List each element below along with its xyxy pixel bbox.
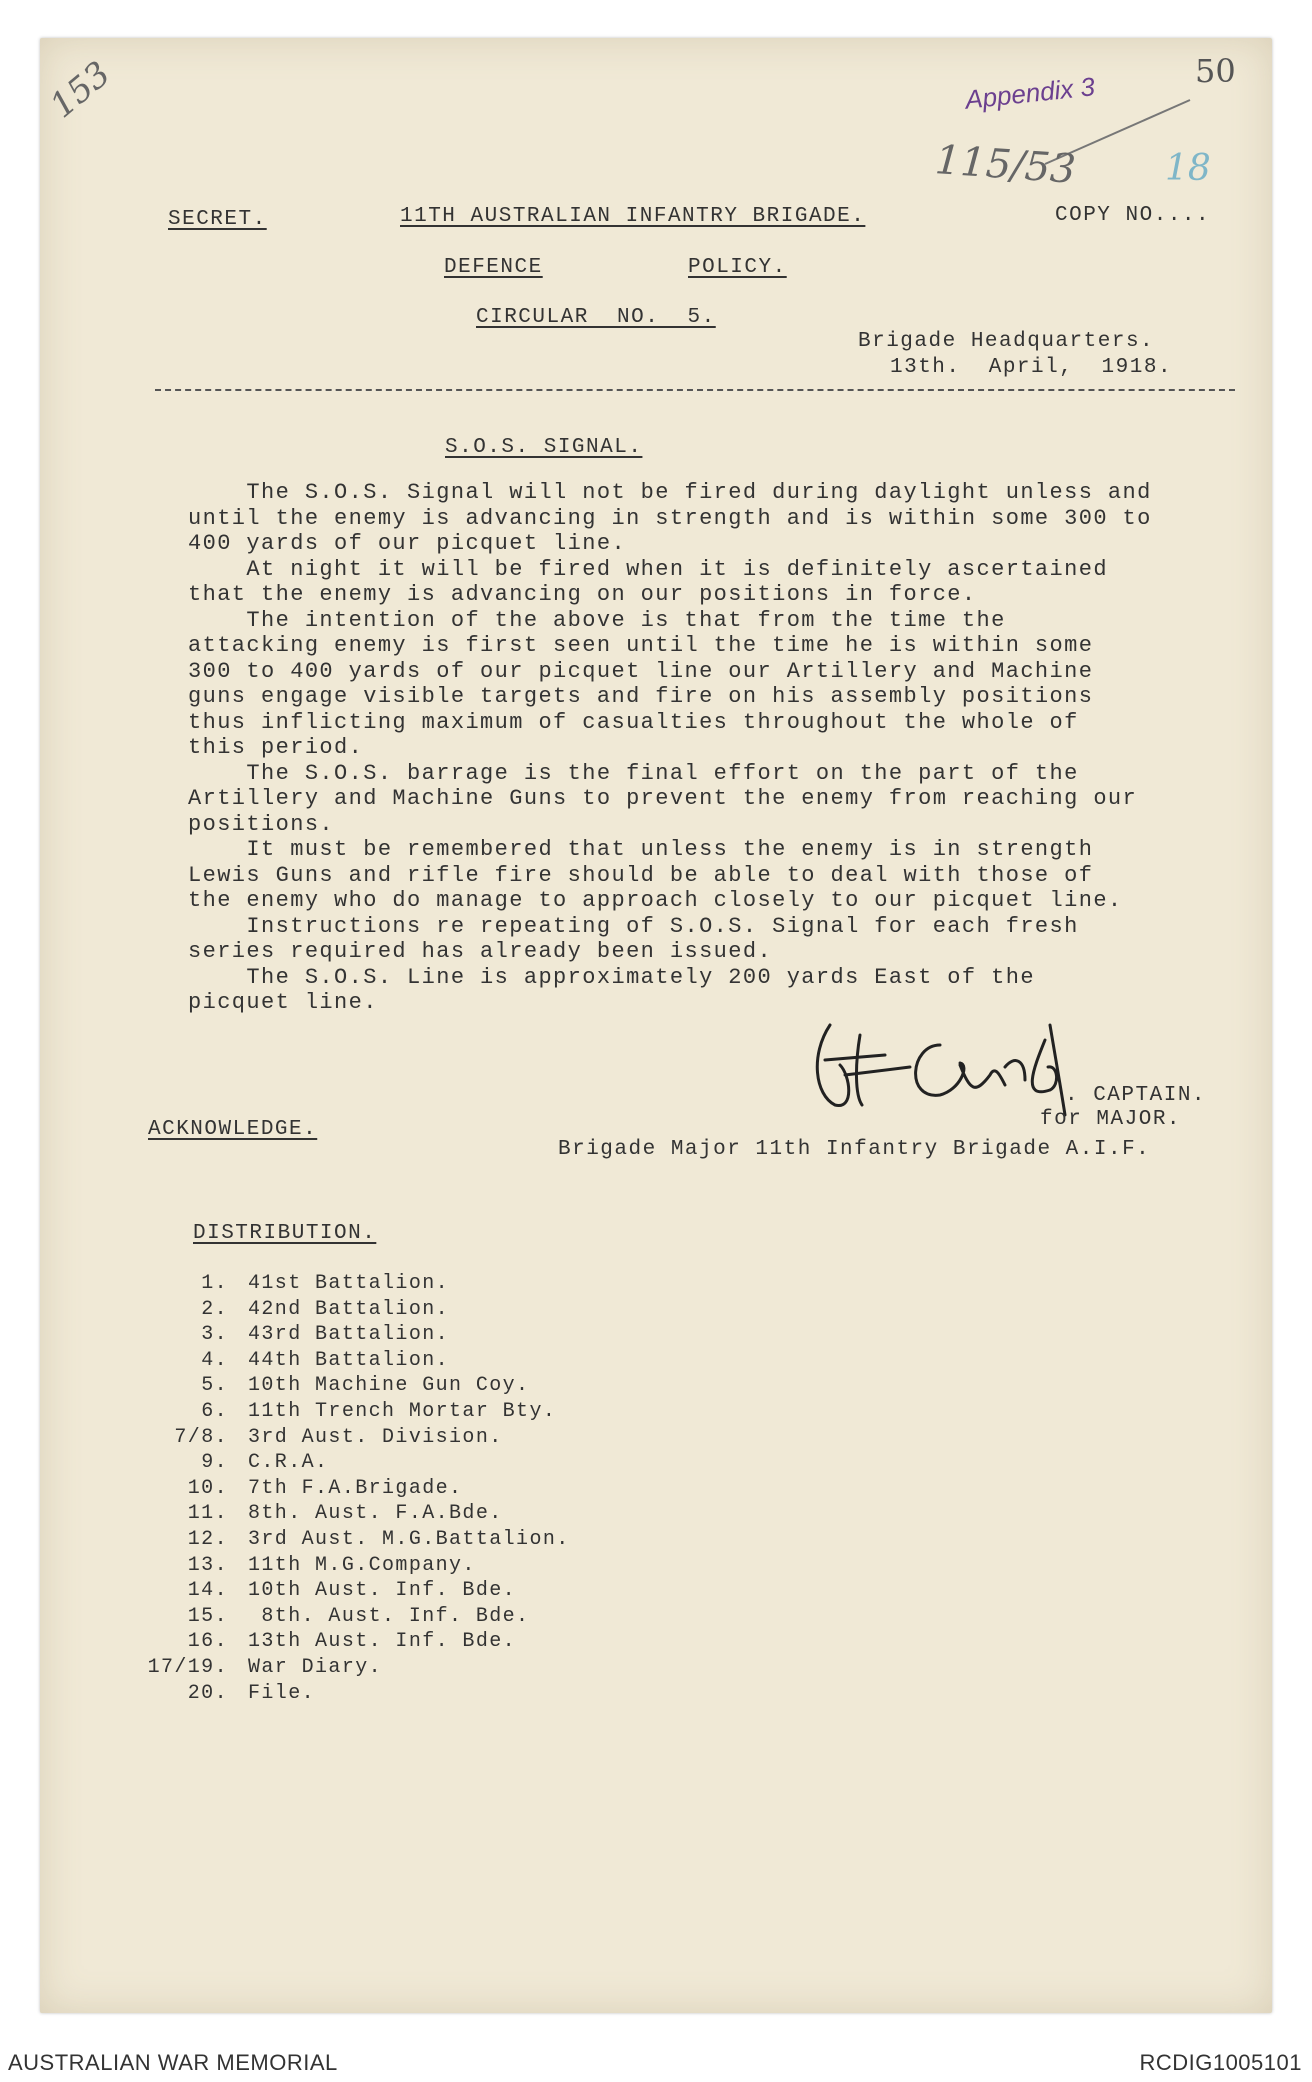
- list-item: [140, 1374, 570, 1400]
- list-item-number: 16.: [187, 1630, 228, 1654]
- footer-id: RCDIG1005101: [1139, 2050, 1302, 2075]
- body-line: thus inflicting maximum of casualties throughout the whole of: [188, 709, 1079, 735]
- footer-source: AUSTRALIAN WAR MEMORIAL: [8, 2050, 338, 2075]
- divider-line: [155, 389, 1235, 391]
- handwritten-signature-icon: [800, 1005, 1090, 1125]
- body-line: attacking enemy is first seen until the time he is within some: [188, 633, 1094, 658]
- folio-number-right: 50: [1195, 52, 1236, 90]
- list-item-text: 13th Aust. Inf. Bde.: [248, 1630, 517, 1654]
- list-item-number: 7/8.: [174, 1425, 228, 1449]
- list-item-text: 10th Aust. Inf. Bde.: [248, 1579, 517, 1603]
- list-item-text: File.: [248, 1681, 316, 1705]
- body-line: until the enemy is advancing in strength and is within some 300 to: [188, 505, 1152, 531]
- appendix-stamp: Appendix 3: [963, 71, 1097, 115]
- list-item-text: 10th Machine Gun Coy.: [248, 1374, 530, 1398]
- distribution-title: DISTRIBUTION.: [193, 1222, 377, 1245]
- list-item-text: War Diary.: [248, 1655, 383, 1679]
- body-line: positions.: [188, 811, 335, 837]
- list-item-number: 15.: [187, 1604, 228, 1628]
- list-item: [140, 1554, 570, 1580]
- list-item: [140, 1605, 570, 1631]
- signatory-title: Brigade Major 11th Infantry Brigade A.I.F.: [558, 1138, 1151, 1161]
- acknowledge-label: ACKNOWLEDGE.: [148, 1118, 318, 1141]
- body-line: The S.O.S. Line is approximately 200 yards East of the: [188, 964, 1035, 990]
- folio-number-left: 153: [42, 53, 119, 127]
- list-item-text: 11th Trench Mortar Bty.: [248, 1399, 557, 1423]
- for-major-label: for MAJOR.: [1040, 1108, 1182, 1131]
- list-item-text: 43rd Battalion.: [248, 1323, 450, 1347]
- body-line: The intention of the above is that from the time the: [188, 607, 1006, 633]
- list-item: [140, 1630, 570, 1656]
- circular-number: CIRCULAR NO. 5.: [476, 306, 716, 329]
- list-item-text: 7th F.A.Brigade.: [248, 1476, 463, 1500]
- list-item-number: 2.: [201, 1297, 228, 1321]
- list-item: [140, 1298, 570, 1324]
- list-item-text: 42nd Battalion.: [248, 1297, 450, 1321]
- body-line: 400 yards of our picquet line.: [188, 531, 627, 556]
- list-item: [140, 1656, 570, 1682]
- defence-label: DEFENCE: [444, 256, 543, 279]
- body-line: series required has already been issued.: [188, 939, 773, 964]
- list-item-number: 20.: [187, 1681, 228, 1705]
- list-item: [140, 1579, 570, 1605]
- body-line: the enemy who do manage to approach closely to our picquet line.: [188, 888, 1123, 913]
- list-item-text: C.R.A.: [248, 1451, 329, 1475]
- body-line: picquet line.: [188, 990, 378, 1015]
- list-item: [140, 1272, 570, 1298]
- list-item-number: 9.: [201, 1451, 228, 1475]
- list-item-number: 1.: [201, 1272, 228, 1295]
- body-line: that the enemy is advancing on our positions in force.: [188, 582, 977, 607]
- brigade-headquarters: Brigade Headquarters.: [858, 330, 1155, 353]
- body-line: Artillery and Machine Guns to prevent the enemy from reaching our: [188, 786, 1138, 811]
- list-item-text: 3rd Aust. Division.: [248, 1425, 503, 1449]
- distribution-list: [140, 1272, 570, 1707]
- list-item-number: 3.: [201, 1323, 228, 1347]
- list-item-text: 44th Battalion.: [248, 1348, 450, 1372]
- list-item-number: 6.: [201, 1399, 228, 1423]
- body-line: It must be remembered that unless the enemy is in strength: [188, 837, 1094, 862]
- secret-label: SECRET.: [168, 208, 267, 231]
- list-item-text: 41st Battalion.: [248, 1272, 450, 1295]
- copy-number: COPY NO....: [1055, 204, 1211, 227]
- list-item-number: 5.: [201, 1374, 228, 1398]
- pencil-reference: 115/53: [933, 137, 1078, 193]
- list-item-number: 4.: [201, 1348, 228, 1372]
- body-line: At night it will be fired when it is definitely ascertained: [188, 556, 1108, 582]
- body-line: Lewis Guns and rifle fire should be able to deal with those of: [188, 862, 1094, 888]
- list-item: [140, 1528, 570, 1554]
- body-line: The S.O.S. Signal will not be fired during daylight unless and: [188, 480, 1152, 505]
- list-item: [140, 1400, 570, 1426]
- list-item-text: 3rd Aust. M.G.Battalion.: [248, 1527, 570, 1551]
- list-item-number: 10.: [187, 1476, 228, 1500]
- pencil-mark: 18: [1165, 148, 1211, 189]
- body-text: [188, 480, 1218, 1016]
- list-item-number: 14.: [187, 1579, 228, 1603]
- list-item: [140, 1682, 570, 1708]
- list-item-text: 11th M.G.Company.: [248, 1553, 476, 1577]
- list-item: [140, 1426, 570, 1452]
- body-line: this period.: [188, 735, 364, 760]
- body-line: 300 to 400 yards of our picquet line our Artillery and Machine: [188, 658, 1094, 684]
- list-item: [140, 1349, 570, 1375]
- list-item: [140, 1323, 570, 1349]
- list-item: [140, 1477, 570, 1503]
- list-item: [140, 1451, 570, 1477]
- list-item-number: 11.: [187, 1502, 228, 1526]
- list-item-text: 8th. Aust. F.A.Bde.: [248, 1502, 503, 1526]
- body-line: The S.O.S. barrage is the final effort on the part of the: [188, 760, 1079, 786]
- document-date: 13th. April, 1918.: [890, 356, 1173, 379]
- brigade-title: 11TH AUSTRALIAN INFANTRY BRIGADE.: [400, 205, 866, 228]
- section-title: S.O.S. SIGNAL.: [445, 436, 643, 459]
- captain-label: . CAPTAIN.: [1065, 1084, 1207, 1107]
- list-item-text: 8th. Aust. Inf. Bde.: [248, 1604, 530, 1628]
- body-line: Instructions re repeating of S.O.S. Signal for each fresh: [188, 913, 1079, 939]
- policy-label: POLICY.: [688, 256, 787, 279]
- list-item-number: 13.: [187, 1553, 228, 1577]
- body-line: guns engage visible targets and fire on his assembly positions: [188, 684, 1094, 709]
- list-item: [140, 1502, 570, 1528]
- list-item-number: 12.: [187, 1527, 228, 1551]
- list-item-number: 17/19.: [147, 1655, 228, 1679]
